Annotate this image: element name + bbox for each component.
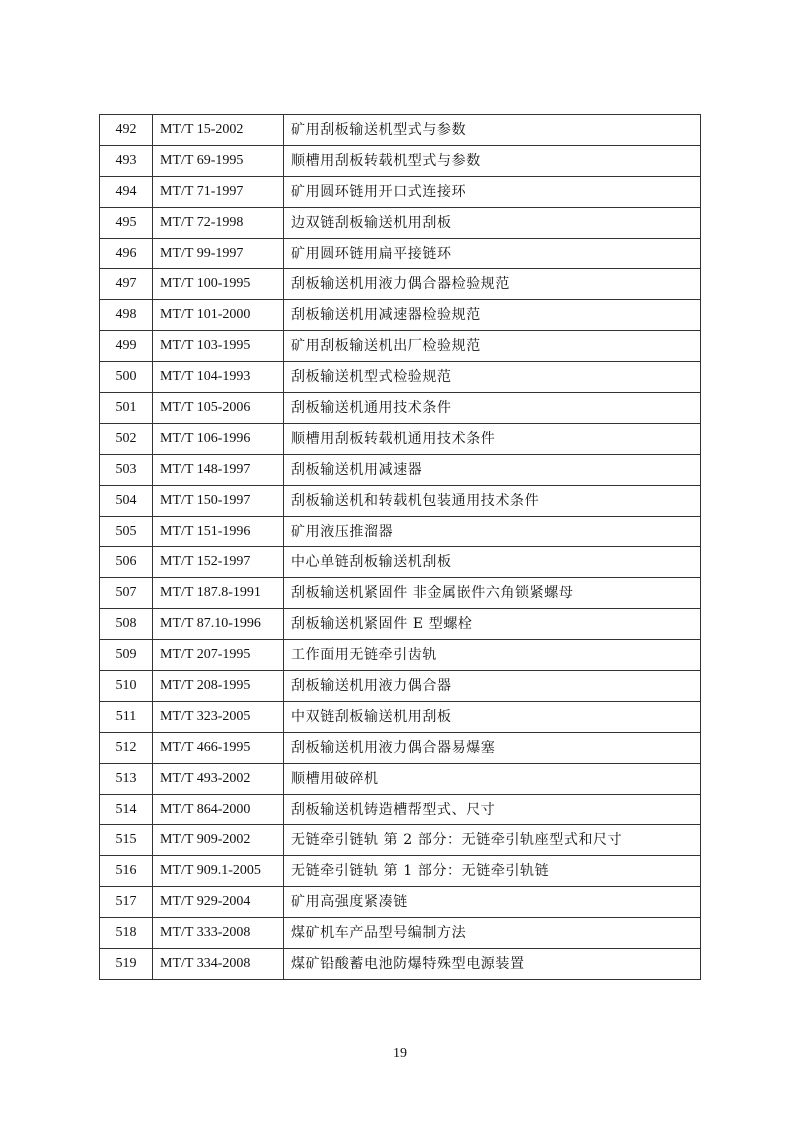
standard-code: MT/T 333-2008 [153, 918, 284, 949]
standard-code: MT/T 148-1997 [153, 454, 284, 485]
row-number: 515 [100, 825, 153, 856]
table-row [100, 269, 701, 300]
row-number: 507 [100, 578, 153, 609]
row-number: 502 [100, 423, 153, 454]
standard-title: 顺槽用刮板转载机通用技术条件 [284, 423, 701, 454]
standard-code: MT/T 929-2004 [153, 887, 284, 918]
standard-code: MT/T 106-1996 [153, 423, 284, 454]
standard-code: MT/T 152-1997 [153, 547, 284, 578]
table-row [100, 115, 701, 146]
standard-title: 刮板输送机用液力偶合器 [284, 671, 701, 702]
row-number: 499 [100, 331, 153, 362]
standard-title: 煤矿铅酸蓄电池防爆特殊型电源装置 [284, 949, 701, 980]
standard-code: MT/T 208-1995 [153, 671, 284, 702]
standard-code: MT/T 104-1993 [153, 362, 284, 393]
table-row [100, 454, 701, 485]
standards-table-body [100, 115, 701, 980]
table-row [100, 763, 701, 794]
table-row [100, 238, 701, 269]
table-row [100, 732, 701, 763]
standard-title: 矿用液压推溜器 [284, 516, 701, 547]
standards-table [99, 114, 701, 980]
standard-code: MT/T 87.10-1996 [153, 609, 284, 640]
table-row [100, 393, 701, 424]
row-number: 503 [100, 454, 153, 485]
standard-title: 刮板输送机紧固件 非金属嵌件六角锁紧螺母 [284, 578, 701, 609]
standard-title: 顺槽用刮板转载机型式与参数 [284, 145, 701, 176]
table-row [100, 856, 701, 887]
standard-code: MT/T 150-1997 [153, 485, 284, 516]
table-row [100, 794, 701, 825]
row-number: 514 [100, 794, 153, 825]
table-row [100, 825, 701, 856]
standard-title: 刮板输送机铸造槽帮型式、尺寸 [284, 794, 701, 825]
table-row [100, 423, 701, 454]
standard-code: MT/T 864-2000 [153, 794, 284, 825]
row-number: 517 [100, 887, 153, 918]
standard-code: MT/T 909.1-2005 [153, 856, 284, 887]
standard-title: 边双链刮板输送机用刮板 [284, 207, 701, 238]
standard-code: MT/T 99-1997 [153, 238, 284, 269]
table-row [100, 701, 701, 732]
standard-code: MT/T 15-2002 [153, 115, 284, 146]
standard-code: MT/T 105-2006 [153, 393, 284, 424]
standard-code: MT/T 207-1995 [153, 640, 284, 671]
row-number: 504 [100, 485, 153, 516]
row-number: 492 [100, 115, 153, 146]
table-row [100, 207, 701, 238]
standard-code: MT/T 493-2002 [153, 763, 284, 794]
table-row [100, 362, 701, 393]
row-number: 496 [100, 238, 153, 269]
standard-title: 中双链刮板输送机用刮板 [284, 701, 701, 732]
standard-code: MT/T 101-2000 [153, 300, 284, 331]
table-row [100, 176, 701, 207]
row-number: 501 [100, 393, 153, 424]
table-row [100, 578, 701, 609]
standard-code: MT/T 100-1995 [153, 269, 284, 300]
row-number: 513 [100, 763, 153, 794]
table-row [100, 516, 701, 547]
standard-code: MT/T 334-2008 [153, 949, 284, 980]
table-row [100, 331, 701, 362]
standard-code: MT/T 466-1995 [153, 732, 284, 763]
table-row [100, 145, 701, 176]
row-number: 510 [100, 671, 153, 702]
standard-title: 矿用刮板输送机出厂检验规范 [284, 331, 701, 362]
page-number: 19 [393, 1046, 407, 1061]
row-number: 498 [100, 300, 153, 331]
standard-code: MT/T 71-1997 [153, 176, 284, 207]
standard-code: MT/T 151-1996 [153, 516, 284, 547]
table-row [100, 609, 701, 640]
standard-title: 矿用刮板输送机型式与参数 [284, 115, 701, 146]
table-row [100, 485, 701, 516]
table-row [100, 547, 701, 578]
row-number: 518 [100, 918, 153, 949]
standard-title: 矿用圆环链用扁平接链环 [284, 238, 701, 269]
table-row [100, 300, 701, 331]
row-number: 500 [100, 362, 153, 393]
row-number: 495 [100, 207, 153, 238]
standard-title: 中心单链刮板输送机刮板 [284, 547, 701, 578]
standard-title: 煤矿机车产品型号编制方法 [284, 918, 701, 949]
standard-title: 刮板输送机用液力偶合器易爆塞 [284, 732, 701, 763]
row-number: 511 [100, 701, 153, 732]
standard-title: 无链牵引链轨 第 1 部分：无链牵引轨链 [284, 856, 701, 887]
table-row [100, 671, 701, 702]
standard-title: 无链牵引链轨 第 2 部分：无链牵引轨座型式和尺寸 [284, 825, 701, 856]
row-number: 506 [100, 547, 153, 578]
row-number: 508 [100, 609, 153, 640]
row-number: 493 [100, 145, 153, 176]
standard-title: 矿用高强度紧凑链 [284, 887, 701, 918]
standard-title: 刮板输送机通用技术条件 [284, 393, 701, 424]
standard-code: MT/T 909-2002 [153, 825, 284, 856]
row-number: 497 [100, 269, 153, 300]
table-row [100, 887, 701, 918]
standard-title: 刮板输送机用减速器检验规范 [284, 300, 701, 331]
standard-title: 矿用圆环链用开口式连接环 [284, 176, 701, 207]
standard-code: MT/T 103-1995 [153, 331, 284, 362]
standard-code: MT/T 187.8-1991 [153, 578, 284, 609]
standard-code: MT/T 69-1995 [153, 145, 284, 176]
standard-title: 刮板输送机型式检验规范 [284, 362, 701, 393]
row-number: 505 [100, 516, 153, 547]
row-number: 512 [100, 732, 153, 763]
standard-title: 工作面用无链牵引齿轨 [284, 640, 701, 671]
table-row [100, 949, 701, 980]
standard-code: MT/T 72-1998 [153, 207, 284, 238]
standard-code: MT/T 323-2005 [153, 701, 284, 732]
row-number: 516 [100, 856, 153, 887]
table-row [100, 918, 701, 949]
row-number: 494 [100, 176, 153, 207]
standard-title: 刮板输送机紧固件 E 型螺栓 [284, 609, 701, 640]
standard-title: 顺槽用破碎机 [284, 763, 701, 794]
standard-title: 刮板输送机和转载机包装通用技术条件 [284, 485, 701, 516]
row-number: 519 [100, 949, 153, 980]
standard-title: 刮板输送机用液力偶合器检验规范 [284, 269, 701, 300]
table-row [100, 640, 701, 671]
standard-title: 刮板输送机用减速器 [284, 454, 701, 485]
row-number: 509 [100, 640, 153, 671]
